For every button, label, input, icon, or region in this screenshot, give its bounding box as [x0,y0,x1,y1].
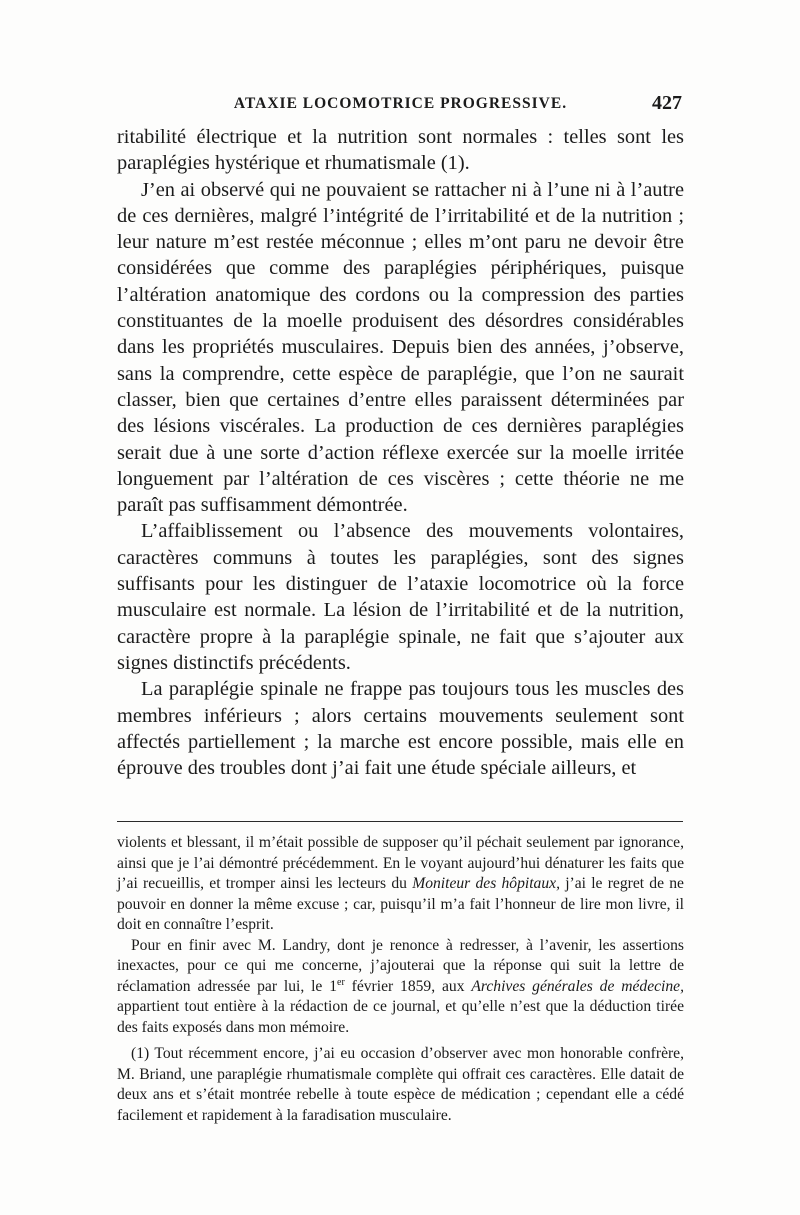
footnote-text: février 1859, aux [344,977,472,995]
footnote-text: j’ai le regret de ne pouvoir en donner la même excuse ; car, puisqu’il m’a fait l’honneur de lire mon livre, il doit en connaître l’esprit. [117,875,684,933]
footnote-text: violents et blessant, il m’était possible de supposer qu’il péchait seulement par ignorance, ainsi que je l’ai démontré précédemment. En le voyant aujourd’hui dénaturer les faits que j’ai recueillis, et tromper ainsi les lecteurs du [117,834,684,892]
journal-title: Archives générales de médecine, [471,977,684,995]
paragraph: L’affaiblissement ou l’absence des mouvements volontaires, caractères communs à toutes les paraplégies, sont des signes suffisants pour les distinguer de l’ataxie locomotrice où la force musculaire est normale. La lésion de l’irritabilité et de la nutrition, caractère propre à la paraplégie spinale, ne fait que s’ajouter aux signes distinctifs précédents. [117,520,684,674]
footnote-continuation [117,833,684,936]
running-title: ATAXIE LOCOMOTRICE PROGRESSIVE. [233,95,568,112]
ordinal-superscript: er [337,976,345,988]
page-number: 427 [652,92,682,114]
paragraph-continuation: ritabilité électrique et la nutrition sont normales : telles sont les paraplégies hystérique et rhumatismale (1). [117,126,684,175]
footnotes [117,833,684,1126]
footnote-1: (1) Tout récemment encore, j’ai eu occasion d’observer avec mon honorable confrère, M. Briand, une paraplégie rhumatismale complète qui offrait ces caractères. Elle datait de deux ans et s’était montrée rebelle à toute espèce de médication ; cependant elle a cédé facilement et rapidement à la faradisation musculaire. [117,1045,684,1124]
footnote-paragraph [117,936,684,1039]
footnote-separator [117,821,683,822]
footnote-text: Pour en finir avec M. Landry, dont je renonce à redresser, à l’avenir, les assertions inexactes, pour ce qui me concerne, j’ajouterai que la réponse qui suit la lettre de réclamation adressée par lui, le 1 [117,936,684,995]
running-head [117,92,684,116]
footnote-text: appartient tout entière à la rédaction de ce journal, et qu’elle n’est que la déduction tirée des faits exposés dans mon mémoire. [117,998,684,1036]
main-text [117,124,684,781]
journal-title: Moniteur des hôpitaux, [412,875,560,892]
paragraph: La paraplégie spinale ne frappe pas toujours tous les muscles des membres inférieurs ; alors certains mouvements seulement sont affectés partiellement ; la marche est encore possible, mais elle en éprouve des troubles dont j’ai fait une étude spéciale ailleurs, et [117,678,684,780]
paragraph: J’en ai observé qui ne pouvaient se rattacher ni à l’une ni à l’autre de ces dernières, malgré l’intégrité de l’irritabilité et de la nutrition ; leur nature m’est restée méconnue ; elles m’ont paru ne devoir être considérées que comme des paraplégies périphériques, puisque l’altération anatomique des cordons ou la compression des parties constituantes de la moelle produisent des désordres considérables dans les propriétés musculaires. Depuis bien des années, j’observe, sans la comprendre, cette espèce de paraplégie, que l’on ne saurait classer, bien que certaines d’entre elles paraissent déterminées par des lésions viscérales. La production de ces dernières paraplégies serait due à une sorte d’action réflexe exercée sur la moelle irritée longuement par l’altération de ces viscères ; cette théorie ne me paraît pas suffisamment démontrée. [117,178,684,517]
